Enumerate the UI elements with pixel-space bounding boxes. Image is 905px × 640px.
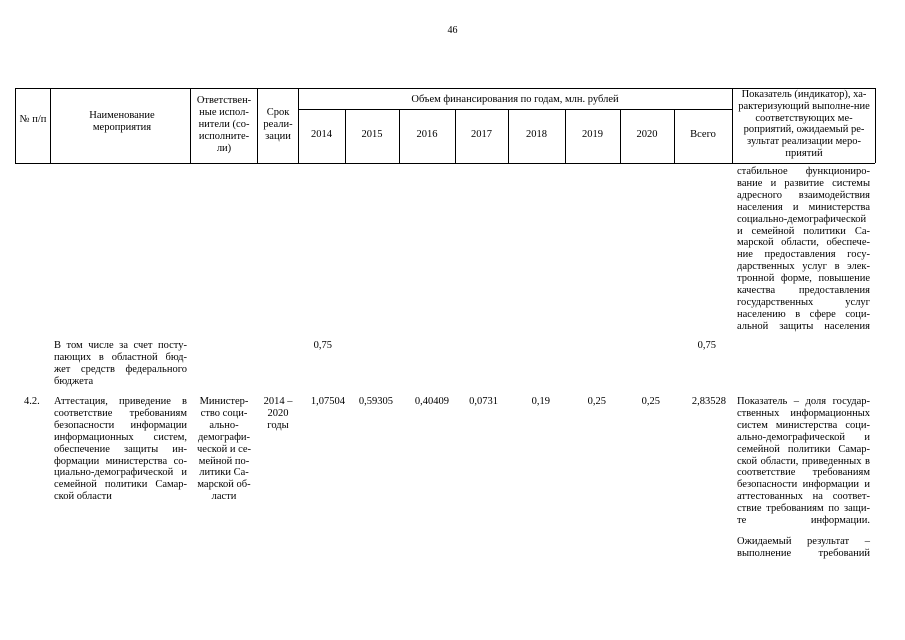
header-indicator: Показатель (индикатор), ха-рактеризующий выполне-ние соответствующих ме-роприятий, ожидаемый ре-зультат реализации меро-приятий <box>738 89 870 159</box>
header-year-2019: 2019 <box>582 129 603 140</box>
row-4-2-2016: 0,40409 <box>414 396 449 407</box>
header-responsible: Ответствен-ные испол-нители (со-исполните-ли) <box>196 95 252 154</box>
row-4-2-2018: 0,19 <box>531 396 550 407</box>
row-4-2-name: Аттестация, приведение в соответствие требованиям безопасности информации информационных систем, обеспечение защиты ин-формации министерства со-циально-демографической и семейной политики Самар-ской области <box>54 396 187 503</box>
row-4-2-2015: 0,59305 <box>358 396 393 407</box>
indicator-continuation: стабильное функциониро-вание и развитие системы адресного взаимодействия населения и министерства социально-демографической и семейной политики Са-марской области, обеспече-ние предоставления госу-дарственных услуг в элек-тронной форме, повышение качества предоставления государственных услуг населению в сфере соци-альной защиты населения <box>737 166 870 332</box>
federal-row-total: 0,75 <box>697 340 716 351</box>
header-num: № п/п <box>19 114 47 125</box>
header-year-2020: 2020 <box>636 129 658 140</box>
funding-header-divider <box>298 109 732 110</box>
header-term: Срок реали-зации <box>263 107 293 142</box>
row-4-2-responsible: Министер-ство соци-ально-демографи-ческой и се-мейной по-литики Са-марской об-ласти <box>196 396 252 503</box>
federal-row-name: В том числе за счет посту-пающих в областной бюд-жет средств федерального бюджета <box>54 340 187 387</box>
row-4-2-expected-result: Ожидаемый результат – выполнение требований <box>737 536 870 559</box>
header-name: Наименование мероприятия <box>89 110 155 133</box>
header-total: Всего <box>690 129 716 140</box>
row-4-2-2020: 0,25 <box>641 396 660 407</box>
row-4-2-term: 2014 – 2020 годы <box>263 396 293 431</box>
header-year-2014: 2014 <box>311 129 332 140</box>
row-4-2-2014: 1,07504 <box>310 396 345 407</box>
header-year-2017: 2017 <box>471 129 492 140</box>
federal-row-2014: 0,75 <box>313 340 332 351</box>
row-4-2-total: 2,83528 <box>691 396 726 407</box>
header-bottom-border <box>15 163 875 164</box>
page-number: 46 <box>447 25 458 36</box>
header-year-2015: 2015 <box>361 129 383 140</box>
header-year-2016: 2016 <box>416 129 438 140</box>
row-4-2-2017: 0,0731 <box>469 396 498 407</box>
row-4-2-indicator: Показатель – доля государ-ственных информационных систем министерства соци-ально-демографической и семейной политики Самар-ской области, приведенных в соответствие требованиям безопасности информации и аттестованных на соответ-ствие требованиям по защи-те информации. <box>737 396 870 527</box>
header-funding: Объем финансирования по годам, млн. рублей <box>411 94 619 105</box>
row-4-2-number: 4.2. <box>24 396 40 407</box>
header-year-2018: 2018 <box>526 129 547 140</box>
row-4-2-2019: 0,25 <box>587 396 606 407</box>
